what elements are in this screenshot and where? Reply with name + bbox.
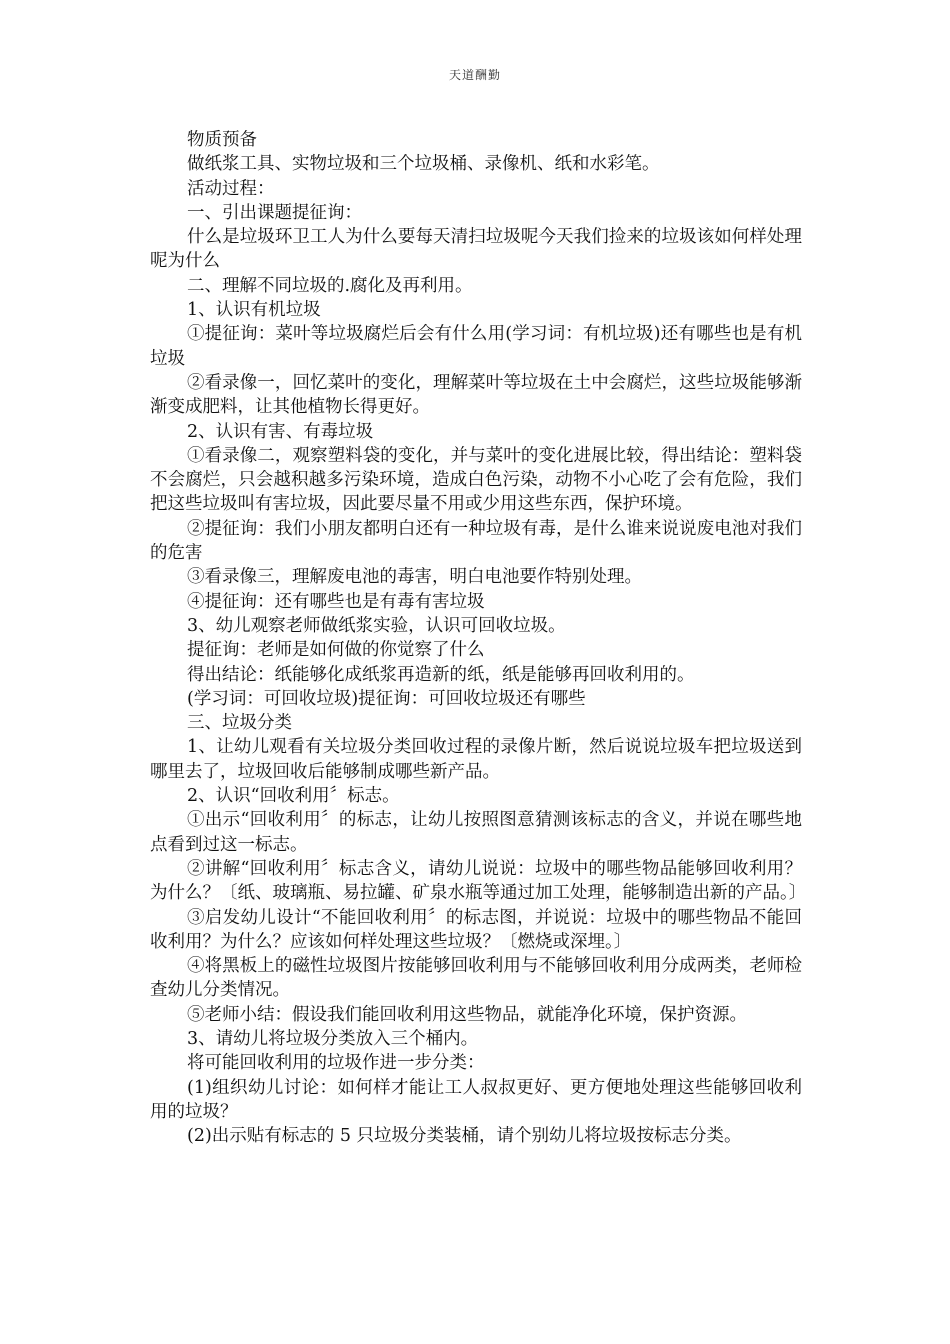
paragraph: ①出示“回收利用〞的标志，让幼儿按照图意猜测该标志的含义，并说在哪些地点看到过这一标志。 — [150, 810, 802, 855]
paragraph: 什么是垃圾环卫工人为什么要每天清扫垃圾呢今天我们捡来的垃圾该如何样处理呢为什么 — [150, 227, 802, 272]
document-body — [150, 128, 807, 1148]
paragraph: ②看录像一，回忆菜叶的变化，理解菜叶等垃圾在土中会腐烂，这些垃圾能够渐渐变成肥料，让其他植物长得更好。 — [150, 372, 802, 418]
paragraph: ④将黑板上的磁性垃圾图片按能够回收利用与不能够回收利用分成两类，老师检查幼儿分类情况。 — [150, 956, 802, 1001]
paragraph: ①看录像二，观察塑料袋的变化，并与菜叶的变化进展比较，得出结论：塑料袋不会腐烂，只会越积越多污染环境，造成白色污染，动物不小心吃了会有危险，我们把这些垃圾叫有害垃圾，因此要尽量不用或少用这些东西，保护环境。 — [150, 445, 802, 515]
paragraph-section-three: 三、垃圾分类 — [187, 713, 292, 734]
paragraph: 提征询：老师是如何做的你觉察了什么 — [187, 640, 485, 661]
paragraph: ④提征询：还有哪些也是有毒有害垃圾 — [187, 591, 485, 612]
paragraph: ①提征询：菜叶等垃圾腐烂后会有什么用(学习词：有机垃圾)还有哪些也是有机垃圾 — [150, 324, 802, 369]
paragraph: 将可能回收利用的垃圾作进一步分类： — [187, 1053, 485, 1074]
paragraph: ③看录像三，理解废电池的毒害，明白电池要作特别处理。 — [187, 567, 642, 588]
paragraph: 2、认识有害、有毒垃圾 — [187, 421, 374, 442]
paragraph: (1)组织幼儿讨论：如何样才能让工人叔叔更好、更方便地处理这些能够回收利用的垃圾？ — [150, 1077, 802, 1122]
paragraph-activity-heading: 活动过程： — [187, 178, 275, 199]
paragraph: 2、认识“回收利用〞标志。 — [187, 786, 400, 807]
paragraph-section-two: 二、理解不同垃圾的.腐化及再利用。 — [187, 275, 473, 296]
paragraph: 1、让幼儿观看有关垃圾分类回收过程的录像片断，然后说说垃圾车把垃圾送到哪里去了，垃圾回收后能够制成哪些新产品。 — [150, 737, 802, 782]
paragraph: 3、幼儿观察老师做纸浆实验，认识可回收垃圾。 — [187, 615, 566, 636]
paragraph: 得出结论：纸能够化成纸浆再造新的纸，纸是能够再回收利用的。 — [187, 664, 695, 685]
paragraph: 3、请幼儿将垃圾分类放入三个桶内。 — [187, 1028, 479, 1049]
paragraph: 1、认识有机垃圾 — [187, 300, 321, 321]
paragraph-materials-list: 做纸浆工具、实物垃圾和三个垃圾桶、录像机、纸和水彩笔。 — [187, 154, 660, 175]
paragraph: (学习词：可回收垃圾)提征询：可回收垃圾还有哪些 — [187, 688, 586, 709]
paragraph: ③启发幼儿设计“不能回收利用〞的标志图，并说说：垃圾中的哪些物品不能回收利用？为什么？应该如何样处理这些垃圾？〔燃烧或深埋。〕 — [150, 907, 802, 952]
paragraph-materials-heading: 物质预备 — [187, 130, 257, 150]
paragraph: ⑤老师小结：假设我们能回收利用这些物品，就能净化环境，保护资源。 — [187, 1004, 747, 1025]
paragraph: ②讲解“回收利用〞标志含义，请幼儿说说：垃圾中的哪些物品能够回收利用？为什么？〔纸、玻璃瓶、易拉罐、矿泉水瓶等通过加工处理，能够制造出新的产品。〕 — [150, 858, 807, 904]
paragraph-section-one: 一、引出课题提征询： — [187, 202, 362, 223]
page-header: 天道酬勤 — [448, 68, 501, 82]
paragraph: ②提征询：我们小朋友都明白还有一种垃圾有毒，是什么谁来说说废电池对我们的危害 — [150, 518, 802, 564]
paragraph: (2)出示贴有标志的 5 只垃圾分类装桶，请个别幼儿将垃圾按标志分类。 — [187, 1126, 742, 1147]
